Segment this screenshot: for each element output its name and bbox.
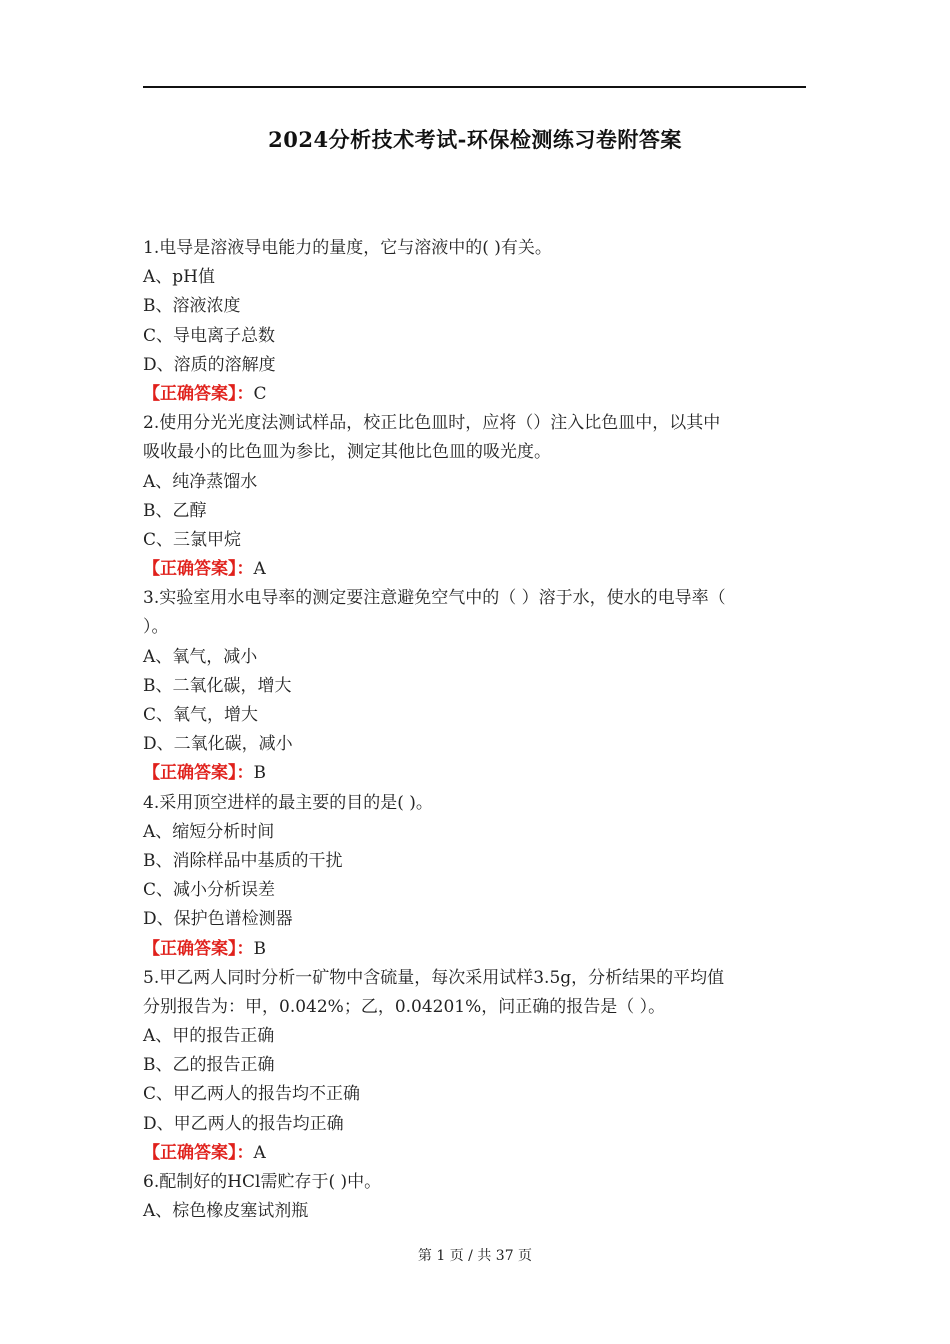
correct-answer-value: B <box>253 763 266 784</box>
correct-answer-label: 【正确答案】： <box>143 383 254 404</box>
answer-option: D、溶质的溶解度 <box>143 354 276 375</box>
question-6 <box>143 1168 806 1226</box>
question-stem: 6.配制好的HCl需贮存于( )中。 <box>143 1172 382 1192</box>
question-4 <box>143 789 806 964</box>
question-stem: 分别报告为：甲，0.042%；乙，0.04201%，问正确的报告是（ ）。 <box>143 996 666 1017</box>
answer-option: A、氧气，减小 <box>143 646 258 667</box>
answer-option: A、甲的报告正确 <box>143 1026 275 1047</box>
answer-option: B、乙醇 <box>143 500 207 521</box>
question-stem: 吸收最小的比色皿为参比，测定其他比色皿的吸光度。 <box>143 442 551 463</box>
answer-option: C、氧气，增大 <box>143 705 259 725</box>
question-stem: 5.甲乙两人同时分析一矿物中含硫量，每次采用试样3.5g，分析结果的平均值 <box>143 967 725 988</box>
question-1 <box>143 234 806 409</box>
answer-option: C、导电离子总数 <box>143 325 276 346</box>
answer-option: B、乙的报告正确 <box>143 1055 275 1076</box>
correct-answer-value: C <box>253 383 267 404</box>
question-5 <box>143 964 806 1168</box>
question-list <box>143 234 806 1226</box>
question-3 <box>143 584 806 788</box>
correct-answer <box>143 935 806 964</box>
question-stem: 3.实验室用水电导率的测定要注意避免空气中的（ ）溶于水，使水的电导率（ <box>143 588 726 609</box>
answer-option: D、二氧化碳，减小 <box>143 734 293 755</box>
correct-answer-label: 【正确答案】： <box>143 559 254 580</box>
correct-answer <box>143 759 806 788</box>
answer-option: C、减小分析误差 <box>143 880 276 901</box>
correct-answer-value: A <box>253 559 266 580</box>
answer-option: B、溶液浓度 <box>143 296 241 317</box>
correct-answer <box>143 555 806 584</box>
answer-option: C、甲乙两人的报告均不正确 <box>143 1084 361 1105</box>
correct-answer <box>143 380 806 409</box>
answer-option: A、pH值 <box>143 267 215 288</box>
question-stem: ）。 <box>143 617 169 638</box>
correct-answer-label: 【正确答案】： <box>143 763 254 784</box>
question-stem: 4.采用顶空进样的最主要的目的是( )。 <box>143 792 433 813</box>
correct-answer-value: B <box>253 938 266 959</box>
question-stem: 1.电导是溶液导电能力的量度，它与溶液中的( )有关。 <box>143 238 552 258</box>
answer-option: D、保护色谱检测器 <box>143 909 293 930</box>
page-footer: 第 1 页 / 共 37 页 <box>417 1248 533 1264</box>
question-stem: 2.使用分光光度法测试样品，校正比色皿时，应将（）注入比色皿中，以其中 <box>143 413 721 434</box>
answer-option: B、消除样品中基质的干扰 <box>143 850 343 871</box>
answer-option: D、甲乙两人的报告均正确 <box>143 1113 344 1134</box>
answer-option: A、缩短分析时间 <box>143 821 275 842</box>
answer-option: B、二氧化碳，增大 <box>143 675 292 696</box>
correct-answer-value: A <box>253 1142 266 1163</box>
question-2 <box>143 409 806 584</box>
document-title: 2024分析技术考试-环保检测练习卷附答案 <box>268 127 682 152</box>
answer-option: A、棕色橡皮塞试剂瓶 <box>143 1201 309 1222</box>
correct-answer-label: 【正确答案】： <box>143 1142 254 1163</box>
correct-answer-label: 【正确答案】： <box>143 938 254 959</box>
answer-option: C、三氯甲烷 <box>143 529 242 550</box>
correct-answer <box>143 1139 806 1168</box>
answer-option: A、纯净蒸馏水 <box>143 471 258 492</box>
header-rule <box>143 86 806 88</box>
